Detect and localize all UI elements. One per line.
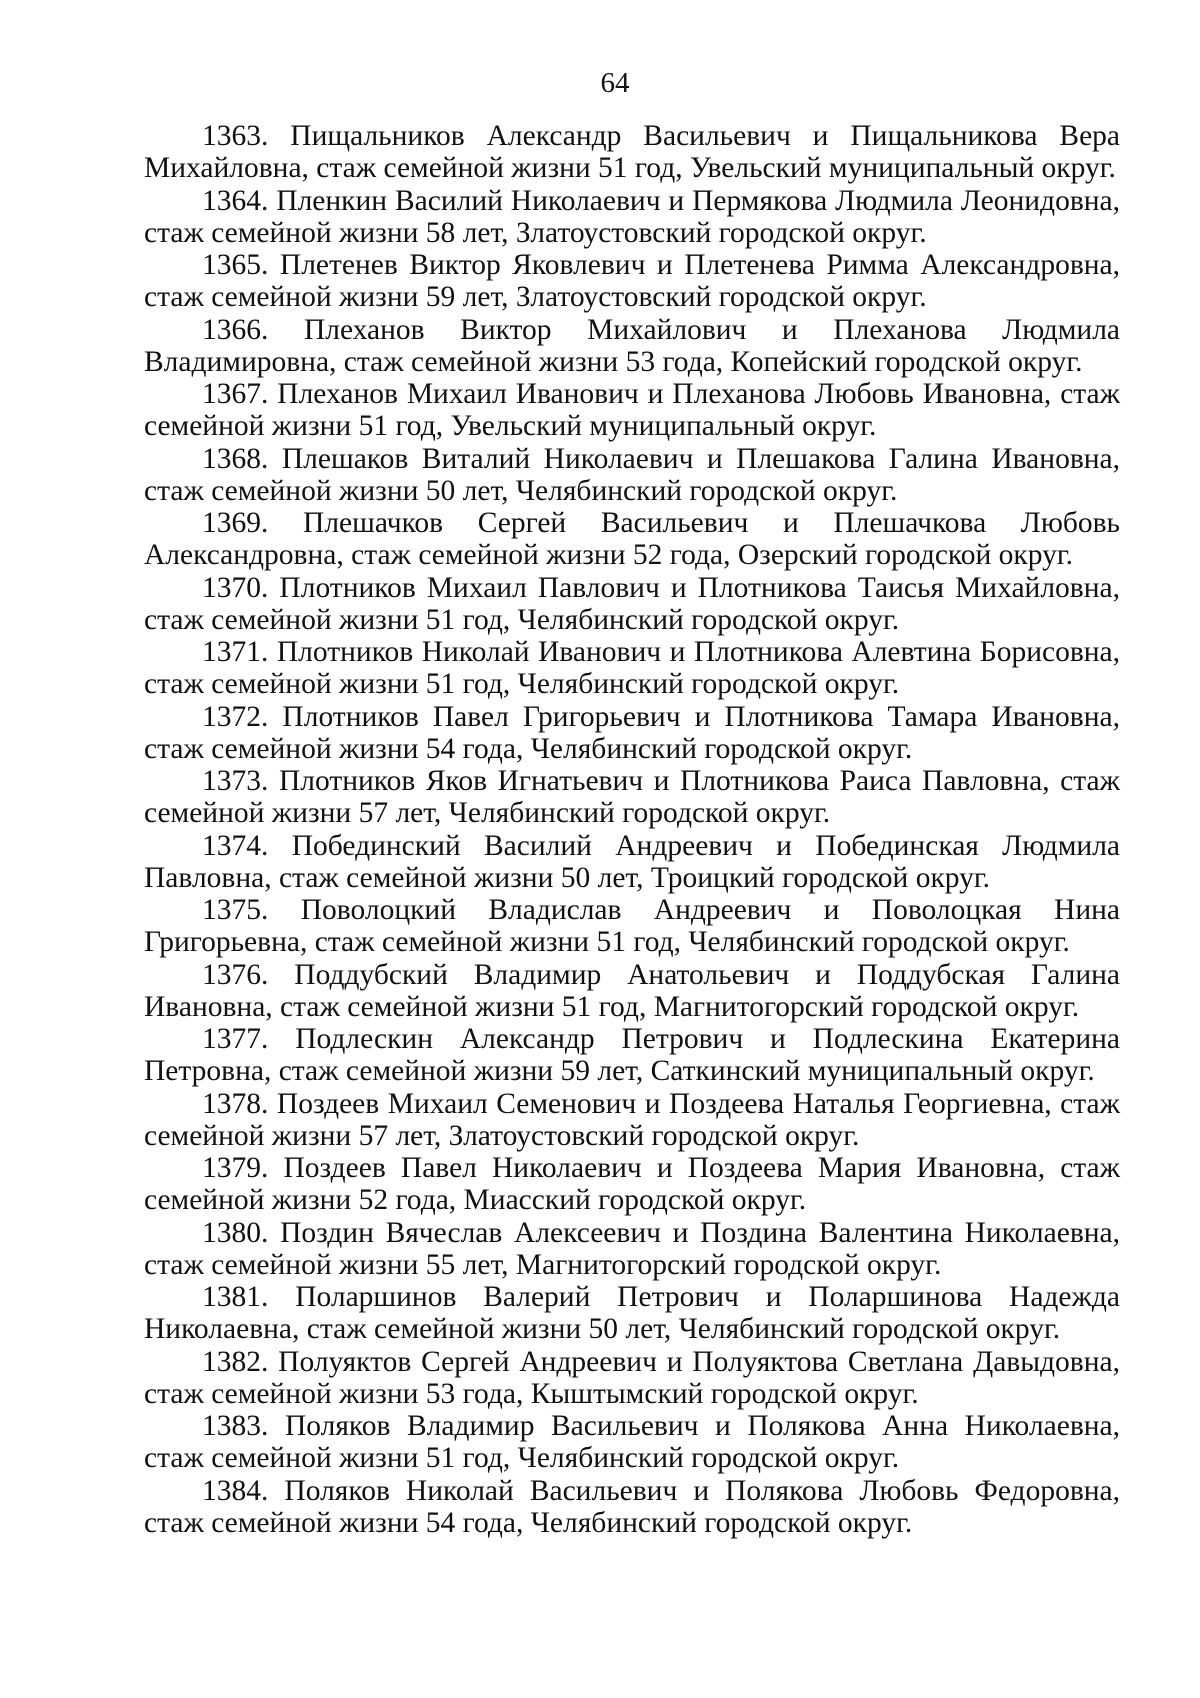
entry-number: 1374 .: [202, 830, 292, 862]
list-item: [144, 249, 1120, 313]
entry-number: 1366 .: [202, 314, 304, 346]
entry-number: 1379 .: [202, 1152, 284, 1184]
entry-text: Плотников Николай Иванович и Плотникова Алевтина Борисовна, стаж семейной жизни 51 год, Челябинский городской округ.: [144, 636, 1121, 700]
entry-text: Поздин Вячеслав Алексеевич и Поздина Валентина Николаевна, стаж семейной жизни 55 лет, Магнитогорский городской округ.: [144, 1216, 1121, 1281]
entry-text: Плеханов Михаил Иванович и Плеханова Любовь Ивановна, стаж семейной жизни 51 год, Увельский муниципальный округ.: [144, 378, 1121, 442]
entry-text: Поддубский Владимир Анатольевич и Поддубская Галина Ивановна, стаж семейной жизни 51 год, Магнитогорский городской округ.: [144, 958, 1120, 1023]
entry-text: Полуяктов Сергей Андреевич и Полуяктова Светлана Давыдовна, стаж семейной жизни 53 года, Кыштымский городской округ.: [144, 1345, 1120, 1410]
list-item: [144, 1410, 1120, 1474]
list-item: [144, 443, 1120, 507]
entry-number: 1370 .: [202, 572, 279, 604]
entry-text: Пленкин Василий Николаевич и Пермякова Людмила Леонидовна, стаж семейной жизни 58 лет, Златоустовский городской округ.: [144, 184, 1120, 249]
entry-text: Плешаков Виталий Николаевич и Плешакова Галина Ивановна, стаж семейной жизни 50 лет, Челябинский городской округ.: [144, 442, 1120, 507]
entry-number: 1381 .: [202, 1281, 295, 1313]
list-item: [144, 572, 1120, 636]
entry-number: 1373 .: [202, 765, 279, 797]
list-item: [144, 314, 1120, 378]
list-item: [144, 959, 1120, 1023]
page-number: 64: [600, 67, 630, 99]
list-item: [144, 636, 1120, 700]
entry-text: Поволоцкий Владислав Андреевич и Поволоцкая Нина Григорьевна, стаж семейной жизни 51 год, Челябинский городской округ.: [144, 894, 1121, 958]
list-item: [144, 1217, 1120, 1281]
entry-number: 1365 .: [202, 249, 280, 281]
entry-number: 1377 .: [202, 1023, 295, 1055]
list-item: [144, 120, 1120, 184]
entry-list: [144, 120, 1120, 1539]
entry-number: 1368 .: [202, 443, 282, 475]
entry-number: 1384 .: [202, 1475, 284, 1507]
entry-number: 1372 .: [202, 701, 282, 733]
entry-text: Подлескин Александр Петрович и Подлескина Екатерина Петровна, стаж семейной жизни 59 лет, Саткинский муниципальный округ.: [144, 1023, 1120, 1087]
entry-number: 1380 .: [202, 1217, 280, 1249]
entry-text: Пищальников Александр Васильевич и Пищальникова Вера Михайловна, стаж семейной жизни 51 год, Увельский муниципальный округ.: [144, 120, 1121, 184]
entry-number: 1383 .: [202, 1410, 285, 1442]
entry-number: 1364 .: [202, 185, 276, 217]
entry-text: Поляков Владимир Васильевич и Полякова Анна Николаевна, стаж семейной жизни 51 год, Челябинский городской округ.: [144, 1410, 1121, 1474]
list-item: [144, 507, 1120, 571]
list-item: [144, 765, 1120, 829]
list-item: [144, 185, 1120, 249]
list-item: [144, 1346, 1120, 1410]
entry-number: 1378 .: [202, 1088, 277, 1120]
entry-number: 1367 .: [202, 378, 277, 410]
entry-number: 1375 .: [202, 894, 301, 926]
entry-number: 1376 .: [202, 959, 294, 991]
entry-text: Плетенев Виктор Яковлевич и Плетенева Римма Александровна, стаж семейной жизни 59 лет, Златоустовский городской округ.: [144, 249, 1121, 313]
list-item: [144, 1088, 1120, 1152]
entry-text: Плотников Яков Игнатьевич и Плотникова Раиса Павловна, стаж семейной жизни 57 лет, Челябинский городской округ.: [144, 765, 1120, 829]
entry-number: 1363 .: [202, 120, 290, 152]
list-item: [144, 894, 1120, 958]
list-item: [144, 1475, 1120, 1539]
list-item: [144, 1281, 1120, 1345]
list-item: [144, 830, 1120, 894]
entry-text: Плотников Павел Григорьевич и Плотникова Тамара Ивановна, стаж семейной жизни 54 года, Челябинский городской округ.: [144, 700, 1120, 765]
entry-text: Плеханов Виктор Михайлович и Плеханова Людмила Владимировна, стаж семейной жизни 53 года, Копейский городской округ.: [144, 313, 1121, 378]
list-item: [144, 1023, 1120, 1087]
entry-text: Плотников Михаил Павлович и Плотникова Таисья Михайловна, стаж семейной жизни 51 год, Челябинский городской округ.: [144, 571, 1120, 636]
list-item: [144, 378, 1120, 442]
entry-text: Поляков Николай Васильевич и Полякова Любовь Федоровна, стаж семейной жизни 54 года, Челябинский городской округ.: [144, 1474, 1120, 1539]
entry-number: 1369 .: [202, 507, 303, 539]
entry-text: Поларшинов Валерий Петрович и Поларшинова Надежда Николаевна, стаж семейной жизни 50 лет, Челябинский городской округ.: [144, 1281, 1120, 1345]
entry-text: Побединский Василий Андреевич и Побединская Людмила Павловна, стаж семейной жизни 50 лет, Троицкий городской округ.: [144, 829, 1121, 894]
list-item: [144, 1152, 1120, 1216]
list-item: [144, 701, 1120, 765]
entry-text: Поздеев Михаил Семенович и Поздеева Наталья Георгиевна, стаж семейной жизни 57 лет, Златоустовский городской округ.: [144, 1087, 1121, 1152]
entry-number: 1382 .: [202, 1346, 278, 1378]
entry-number: 1371 .: [202, 636, 277, 668]
entry-text: Поздеев Павел Николаевич и Поздеева Мария Ивановна, стаж семейной жизни 52 года, Миасский городской округ.: [144, 1152, 1121, 1216]
entry-text: Плешачков Сергей Васильевич и Плешачкова Любовь Александровна, стаж семейной жизни 52 года, Озерский городской округ.: [144, 507, 1120, 571]
